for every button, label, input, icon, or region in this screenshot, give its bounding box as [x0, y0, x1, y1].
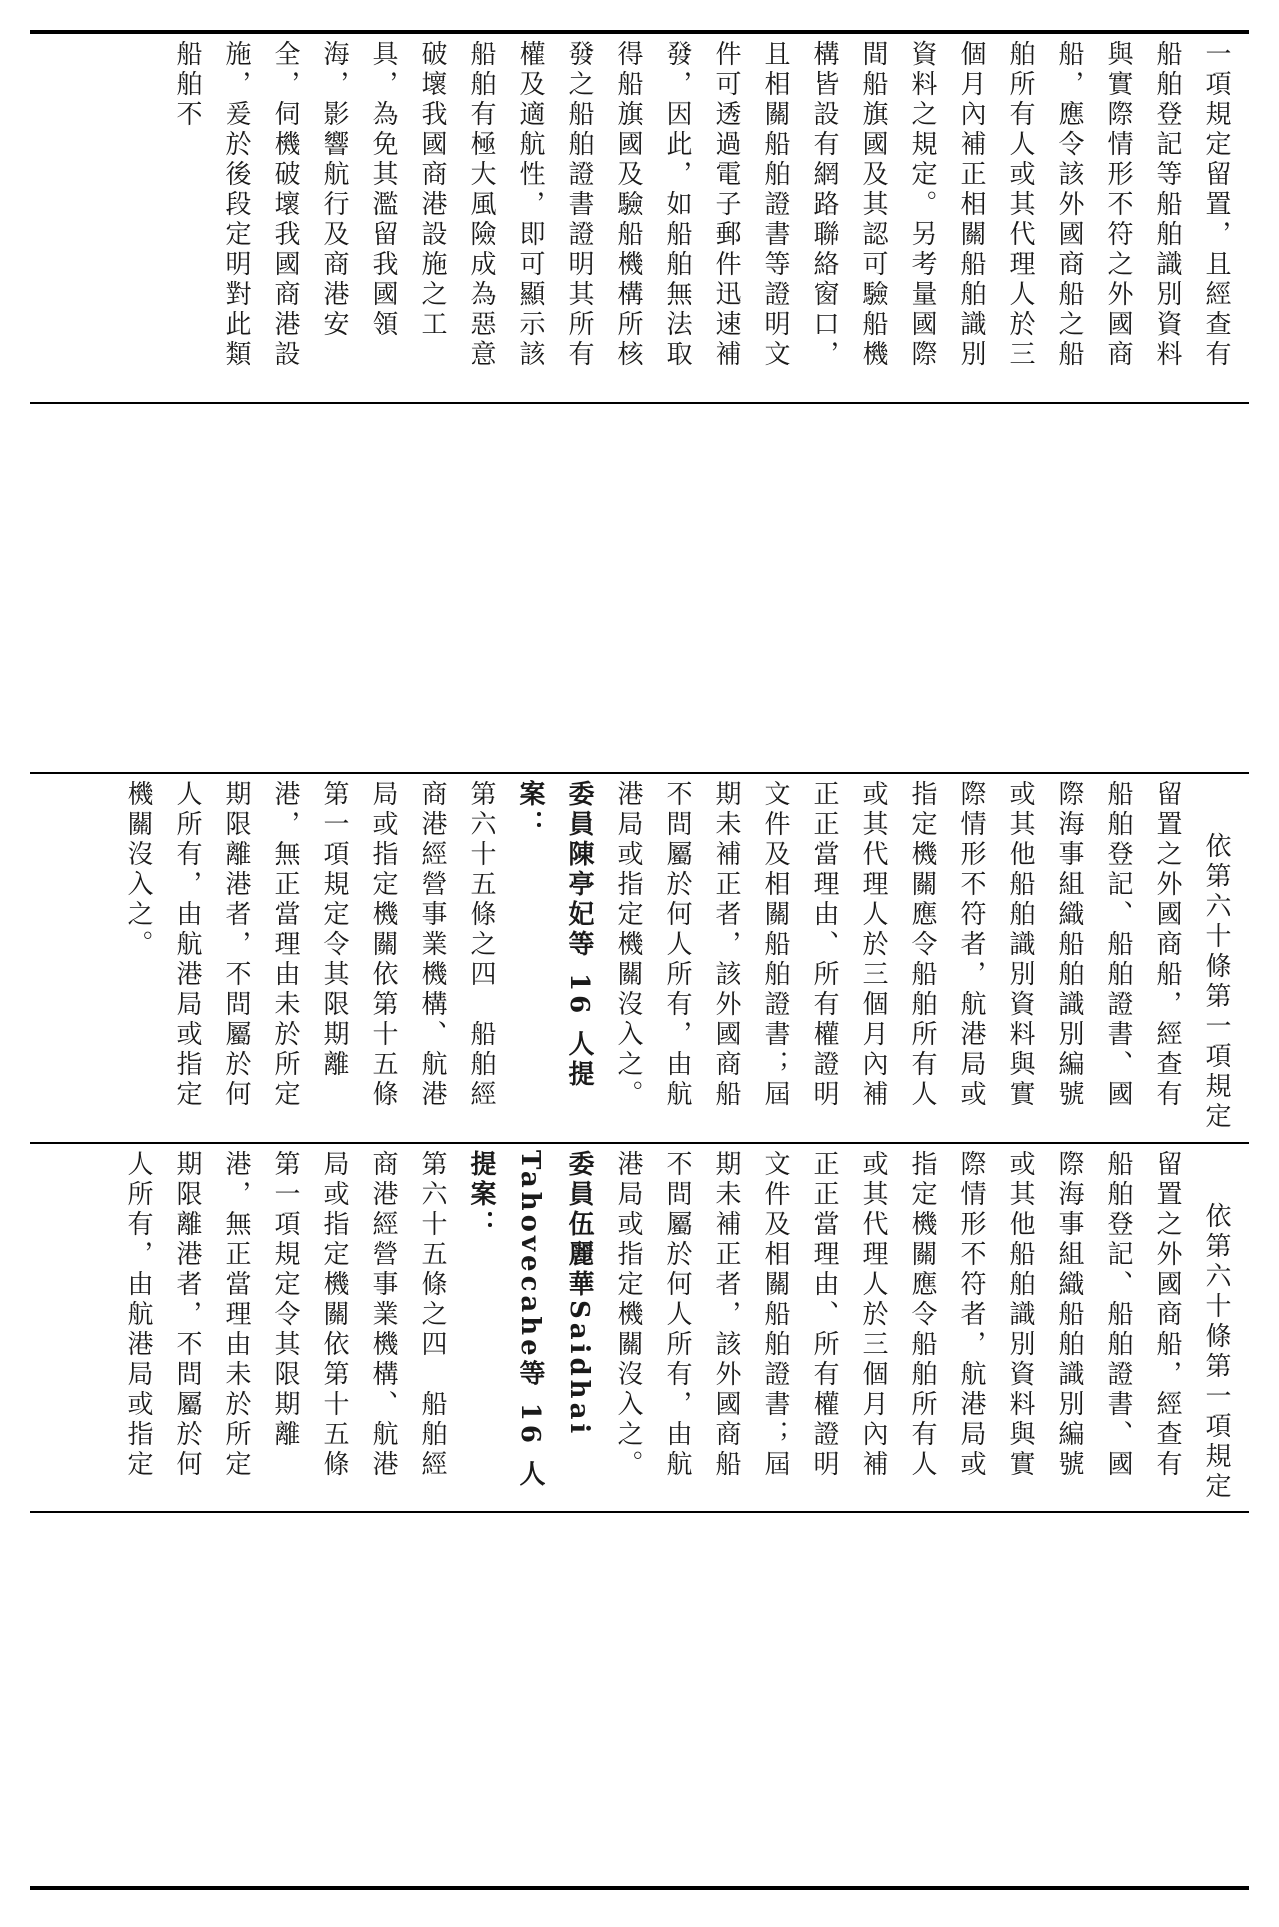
proposal-heading: 委員陳亭妃等 16 人提案： — [515, 780, 594, 1091]
row-1-right-text — [162, 40, 1240, 395]
paragraph: 依第六十條第一項規定留置之外國商船，經查有船舶登記、船舶證書、國際海事組織船舶識別編號或其他船舶識別資料與實際情形不符者，航港局或指定機關應令船舶所有人或其代理人於三個月內補正正當理由、所有權證明文件及相關船舶證書；屆期未補正者，該外國商船不問屬於何人所有，由航港局或指定機關沒入之。 — [613, 1150, 1231, 1502]
rule-row2-top — [30, 772, 1249, 774]
rule-row2-bottom — [30, 1511, 1249, 1513]
paragraph: 第六十五條之四 船舶經商港經營事業機構、航港局或指定機關依第十五條第一項規定令其限期離港，無正當理由未於所定期限離港者，不問屬於何人所有，由航港局或指定機關沒入之。 — [123, 780, 496, 1110]
rule-bottom — [30, 1886, 1249, 1890]
rule-top — [30, 30, 1249, 34]
row-2-left-text — [113, 1150, 1240, 1505]
row-2-cell-left — [40, 1150, 1240, 1505]
rule-middle — [30, 1142, 1249, 1144]
paragraph: 第六十五條之四 船舶經商港經營事業機構、航港局或指定機關依第十五條第一項規定令其限期離港，無正當理由未於所定期限離港者，不問屬於何人所有，由航港局或指定 — [123, 1150, 447, 1480]
rule-row1-bottom — [30, 402, 1249, 404]
proposal-heading: 委員伍麗華Saidhai Tahovecahe等 16 人提案： — [466, 1150, 594, 1491]
row-2-cell-right — [40, 780, 1240, 1135]
row-2-right-text — [113, 780, 1240, 1135]
paragraph: 一項規定留置，且經查有船舶登記等船舶識別資料與實際情形不符之外國商船，應令該外國商船之船舶所有人或其代理人於三個月內補正相關船舶識別資料之規定。另考量國際間船旗國及其認可驗船機構皆設有網路聯絡窗口，且相關船舶證書等證明文件可透過電子郵件迅速補發，因此，如船舶無法取得船旗國及驗船機構所核發之船舶證書證明其所有權及適航性，即可顯示該船舶有極大風險成為惡意破壞我國商港設施之工具，為免其濫留我國領海，影響航行及商港安全，伺機破壞我國商港設施，爰於後段定明對此類船舶不 — [172, 40, 1231, 370]
paragraph: 依第六十條第一項規定留置之外國商船，經查有船舶登記、船舶證書、國際海事組織船舶識別編號或其他船舶識別資料與實際情形不符者，航港局或指定機關應令船舶所有人或其代理人於三個月內補正正當理由、所有權證明文件及相關船舶證書；屆期未補正者，該外國商船不問屬於何人所有，由航港局或指定機關沒入之。 — [613, 780, 1231, 1132]
row-1-cell-right — [40, 40, 1240, 395]
